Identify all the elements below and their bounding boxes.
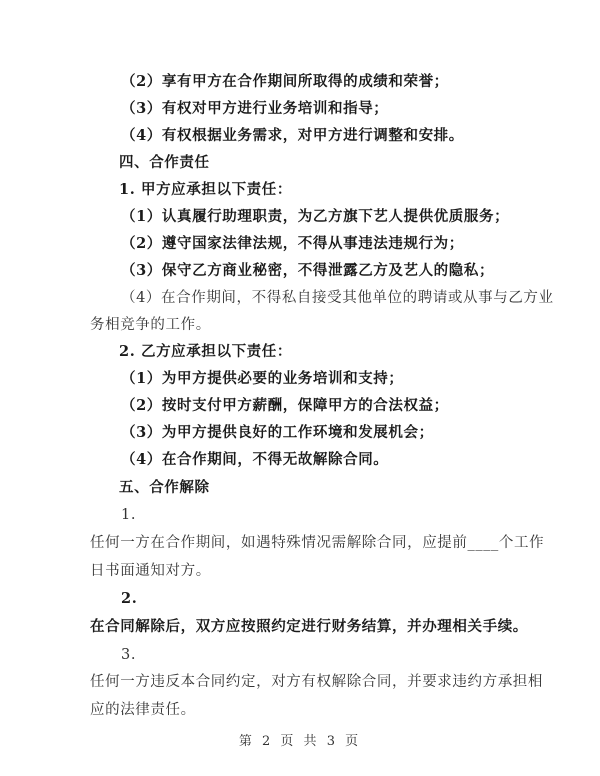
paragraph-line: 任何一方违反本合同约定，对方有权解除合同，并要求违约方承担相: [90, 674, 543, 690]
paragraph-line: （3）保守乙方商业秘密，不得泄露乙方及艺人的隐私；: [121, 262, 495, 279]
paragraph-line: 应的法律责任。: [90, 702, 196, 718]
paragraph-line: （2）遵守国家法律法规，不得从事违法违规行为；: [121, 235, 464, 252]
paragraph-line: （2）享有甲方在合作期间所取得的成绩和荣誉；: [121, 73, 449, 90]
paragraph-line: （3）为甲方提供良好的工作环境和发展机会；: [121, 424, 434, 441]
paragraph-line: （3）有权对甲方进行业务培训和指导；: [121, 100, 389, 117]
paragraph-line: 务相竞争的工作。: [90, 317, 211, 333]
item-number: 3.: [121, 647, 137, 663]
item-number: 1.: [121, 507, 137, 523]
paragraph-line: （4）有权根据业务需求，对甲方进行调整和安排。: [121, 127, 464, 144]
section-heading: 五、合作解除: [119, 479, 210, 496]
subsection-heading: 2. 乙方应承担以下责任：: [119, 343, 292, 360]
paragraph-line: （1）为甲方提供必要的业务培训和支持；: [121, 370, 404, 387]
subsection-heading: 1. 甲方应承担以下责任：: [119, 181, 292, 198]
paragraph-line: 在合同解除后，双方应按照约定进行财务结算，并办理相关手续。: [90, 618, 528, 635]
paragraph-line: （4）在合作期间，不得无故解除合同。: [121, 451, 389, 468]
paragraph-line: （2）按时支付甲方薪酬，保障甲方的合法权益；: [121, 397, 449, 414]
paragraph-line: （4）在合作期间，不得私自接受其他单位的聘请或从事与乙方业: [121, 290, 554, 306]
page-footer: 第 2 页 共 3 页: [238, 734, 362, 749]
paragraph-line: （1）认真履行助理职责，为乙方旗下艺人提供优质服务；: [121, 208, 510, 225]
paragraph-line: 日书面通知对方。: [90, 563, 211, 579]
item-number: 2.: [121, 590, 138, 607]
paragraph-line: 任何一方在合作期间，如遇特殊情况需解除合同，应提前____个工作: [90, 535, 545, 551]
section-heading: 四、合作责任: [119, 154, 210, 171]
